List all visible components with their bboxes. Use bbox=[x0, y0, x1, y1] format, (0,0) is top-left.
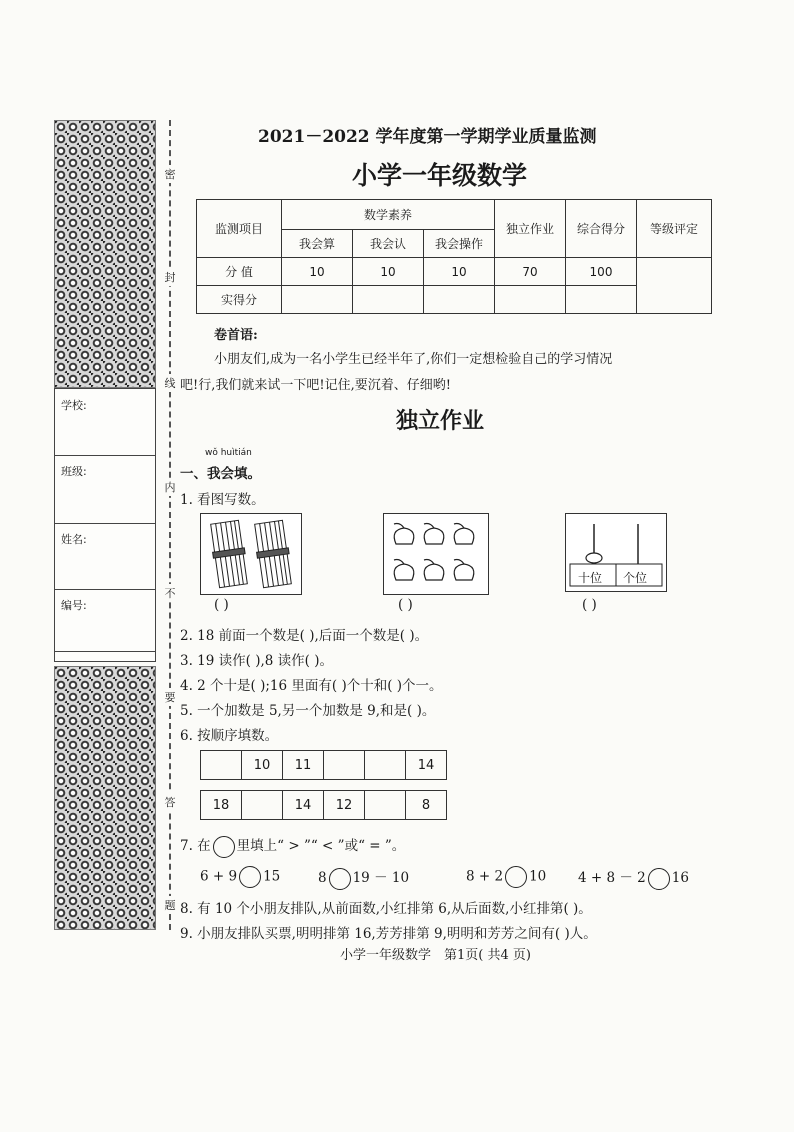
school-field[interactable] bbox=[55, 455, 155, 456]
subject-title: 小学一年级数学 bbox=[352, 161, 528, 190]
ones-label: 个位 bbox=[623, 571, 648, 585]
sequence-cell: 10 bbox=[242, 751, 283, 780]
sequence-cell: 8 bbox=[406, 791, 447, 820]
preface-line-2: 吧!行,我们就来试一下吧!记住,要沉着、仔细哟! bbox=[180, 378, 451, 393]
decorative-pattern-top bbox=[54, 120, 156, 388]
compare-item bbox=[318, 866, 409, 890]
school-label: 学校: bbox=[61, 399, 87, 412]
compare-item bbox=[578, 866, 689, 890]
question-5: 5. 一个加数是 5,另一个加数是 9,和是( )。 bbox=[180, 703, 436, 719]
sequence-cell[interactable] bbox=[324, 751, 365, 780]
score-table bbox=[196, 199, 712, 314]
sub-header: 我会算 bbox=[282, 230, 353, 258]
preface-line-1: 小朋友们,成为一名小学生已经半年了,你们一定想检验自己的学习情况 bbox=[214, 352, 613, 367]
compare-item bbox=[466, 866, 546, 888]
sequence-cell: 14 bbox=[283, 791, 324, 820]
value-cell: 70 bbox=[495, 258, 566, 286]
tens-label: 十位 bbox=[578, 571, 603, 585]
question-7-suffix: 里填上“ > ”“ < ”或“ = ”。 bbox=[236, 838, 406, 854]
actual-score-cell[interactable] bbox=[566, 286, 637, 314]
part-title: 一、我会填。 bbox=[180, 466, 261, 482]
class-field[interactable] bbox=[55, 523, 155, 524]
abacus-picture bbox=[565, 513, 667, 592]
name-field[interactable] bbox=[55, 589, 155, 590]
value-cell: 100 bbox=[566, 258, 637, 286]
value-cell: 10 bbox=[282, 258, 353, 286]
binding-char: 封 bbox=[162, 268, 178, 286]
question-7 bbox=[180, 834, 405, 858]
value-cell: 10 bbox=[353, 258, 424, 286]
sequence-cell[interactable] bbox=[365, 751, 406, 780]
sequence-cell: 14 bbox=[406, 751, 447, 780]
circle-icon bbox=[213, 836, 235, 858]
binding-char: 不 bbox=[162, 584, 178, 602]
compare-left: 8 + 2 bbox=[466, 868, 504, 885]
class-label: 班级: bbox=[61, 465, 87, 478]
number-label: 编号: bbox=[61, 599, 87, 612]
group-header: 数学素养 bbox=[282, 200, 495, 230]
grade-cell[interactable] bbox=[637, 258, 712, 314]
preface-title: 卷首语: bbox=[214, 328, 258, 343]
compare-circle[interactable] bbox=[329, 868, 351, 890]
sub-header: 我会认 bbox=[353, 230, 424, 258]
section-title: 独立作业 bbox=[396, 408, 485, 434]
student-info-box bbox=[54, 388, 156, 662]
compare-left: 4 + 8 － 2 bbox=[578, 870, 646, 886]
sequence-cell: 12 bbox=[324, 791, 365, 820]
answer-blank[interactable]: ( ) bbox=[398, 597, 413, 613]
grade-header: 等级评定 bbox=[637, 200, 712, 258]
value-cell: 10 bbox=[424, 258, 495, 286]
binding-char: 答 bbox=[162, 793, 178, 811]
compare-right: 15 bbox=[263, 868, 281, 885]
question-6: 6. 按顺序填数。 bbox=[180, 728, 279, 744]
peaches-picture bbox=[383, 513, 489, 595]
sub-header: 我会操作 bbox=[424, 230, 495, 258]
sequence-cell[interactable] bbox=[365, 791, 406, 820]
total-header: 综合得分 bbox=[566, 200, 637, 258]
question-9: 9. 小朋友排队买票,明明排第 16,芳芳排第 9,明明和芳芳之间有( )人。 bbox=[180, 926, 597, 942]
answer-blank[interactable]: ( ) bbox=[582, 597, 597, 613]
name-label: 姓名: bbox=[61, 533, 87, 546]
compare-circle[interactable] bbox=[239, 866, 261, 888]
question-7-prefix: 7. 在 bbox=[180, 838, 211, 854]
peach-icon bbox=[384, 514, 488, 594]
item-header: 监测项目 bbox=[197, 200, 282, 258]
binding-char: 内 bbox=[162, 478, 178, 496]
answer-blank[interactable]: ( ) bbox=[214, 597, 229, 613]
sequence-row-2 bbox=[200, 790, 447, 820]
question-3: 3. 19 读作( ),8 读作( )。 bbox=[180, 653, 333, 669]
question-8: 8. 有 10 个小朋友排队,从前面数,小红排第 6,从后面数,小红排第( )。 bbox=[180, 901, 592, 917]
question-4: 4. 2 个十是( );16 里面有( )个十和( )个一。 bbox=[180, 678, 443, 694]
binding-char: 线 bbox=[162, 374, 178, 392]
independent-header: 独立作业 bbox=[495, 200, 566, 258]
binding-char: 要 bbox=[162, 688, 178, 706]
binding-char: 密 bbox=[162, 165, 178, 183]
compare-right: 16 bbox=[671, 870, 689, 886]
sequence-cell[interactable] bbox=[242, 791, 283, 820]
sequence-row-1 bbox=[200, 750, 447, 780]
compare-left: 6 + 9 bbox=[200, 868, 238, 885]
pinyin-annotation: wǒ huìtián bbox=[205, 448, 252, 458]
decorative-pattern-bottom bbox=[54, 666, 156, 930]
compare-circle[interactable] bbox=[648, 868, 670, 890]
actual-score-cell[interactable] bbox=[424, 286, 495, 314]
compare-right: 10 bbox=[529, 868, 547, 885]
sequence-cell: 18 bbox=[201, 791, 242, 820]
sticks-bundle-icon bbox=[201, 514, 301, 594]
binding-char: 题 bbox=[162, 896, 178, 914]
actual-score-cell[interactable] bbox=[353, 286, 424, 314]
actual-row-label: 实得分 bbox=[197, 286, 282, 314]
sequence-cell: 11 bbox=[283, 751, 324, 780]
actual-score-cell[interactable] bbox=[495, 286, 566, 314]
page-footer: 小学一年级数学 第1页( 共4 页) bbox=[340, 948, 531, 963]
sticks-picture bbox=[200, 513, 302, 595]
compare-right: 19 － 10 bbox=[352, 870, 410, 886]
compare-left: 8 bbox=[318, 870, 327, 886]
exam-title: 2021－2022 学年度第一学期学业质量监测 bbox=[258, 127, 597, 147]
value-row-label: 分 值 bbox=[197, 258, 282, 286]
question-1: 1. 看图写数。 bbox=[180, 492, 265, 508]
compare-circle[interactable] bbox=[505, 866, 527, 888]
actual-score-cell[interactable] bbox=[282, 286, 353, 314]
question-2: 2. 18 前面一个数是( ),后面一个数是( )。 bbox=[180, 628, 429, 644]
compare-item bbox=[200, 866, 280, 888]
sequence-cell[interactable] bbox=[201, 751, 242, 780]
number-field[interactable] bbox=[55, 651, 155, 652]
